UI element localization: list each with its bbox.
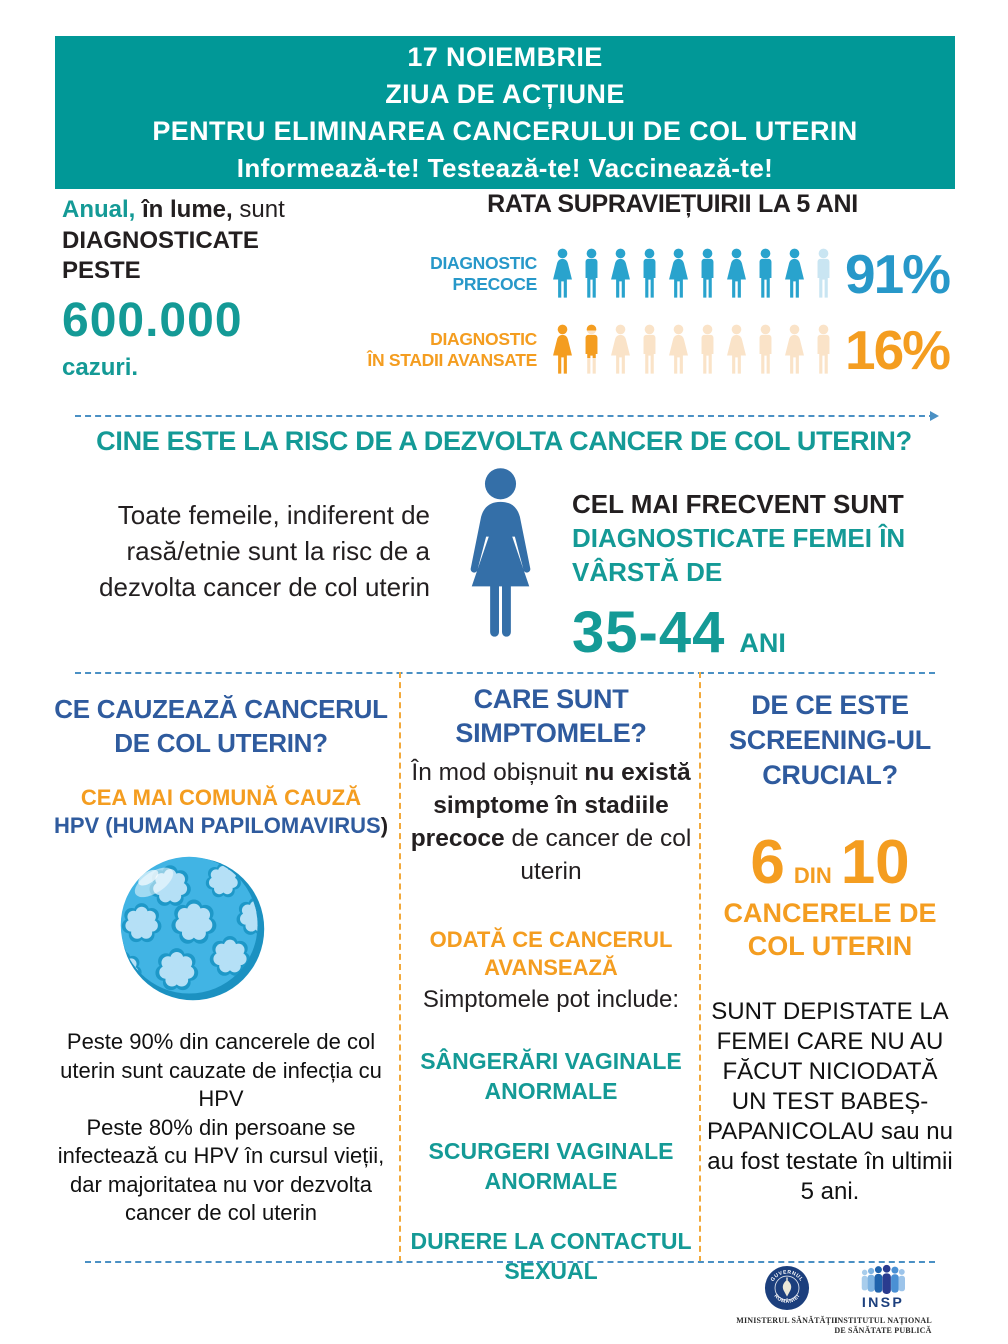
banner-title: PENTRU ELIMINAREA CANCERULUI DE COL UTERIN: [152, 116, 858, 146]
person-icon: [723, 322, 750, 378]
symptom-item-pain: DURERE LA CONTACTUL SEXUAL: [410, 1228, 692, 1284]
banner-slogan: Informează-te! Testează-te! Vaccinează-te!: [236, 153, 774, 183]
survival-row-advanced: [352, 312, 958, 388]
person-icon: [694, 246, 721, 302]
annual-intro: Anual, în lume, sunt: [62, 196, 285, 223]
insp-institute-label: INSTITUTUL NAȚIONAL DE SĂNĂTATE PUBLICĂ: [834, 1316, 932, 1335]
hpv-virus-icon: [116, 852, 268, 1004]
symptoms-include-label: Simptomele pot include:: [422, 986, 680, 1013]
symptoms-heading: CARE SUNT SIMPTOMELE?: [455, 684, 647, 748]
person-icon: [723, 246, 750, 302]
survival-row-advanced-label: DIAGNOSTIC ÎN STADII AVANSATE: [367, 329, 537, 370]
insp-acronym-text: INSP: [861, 1295, 905, 1312]
header-banner: [55, 36, 955, 189]
stat-number-ten: 10: [840, 828, 910, 897]
frequent-black-text: CEL MAI FRECVENT SUNT: [572, 489, 904, 519]
hpv-fact-80: Peste 80% din persoane se infectează cu HPV în cursul vieții, dar majoritatea nu vor dezvolta cancer de col uterin: [57, 1114, 385, 1225]
six-in-ten-stat: [706, 828, 954, 897]
screening-paragraph: SUNT DEPISTATE LA FEMEI CARE NU AU FĂCUT NICIODATĂ UN TEST BABEȘ-PAPANICOLAU sau nu au fost testate în ultimii 5 ani.: [707, 998, 953, 1205]
person-icon: [752, 322, 779, 378]
person-icon: [781, 322, 808, 378]
hpv-cause-name: HPV (HUMAN PAPILOMAVIRUS): [53, 813, 389, 838]
stat-label: CANCERELE DE COL UTERIN: [723, 898, 937, 961]
person-icon: [607, 246, 634, 302]
survival-row-advanced-value: 16%: [845, 318, 950, 381]
symptom-item-bleeding: SÂNGERĂRI VAGINALE ANORMALE: [420, 1048, 682, 1104]
person-icon: [694, 322, 721, 378]
person-icon: [665, 322, 692, 378]
banner-action-day: ZIUA DE ACȚIUNE: [385, 79, 625, 109]
person-icon: [578, 322, 605, 378]
common-cause-label: CEA MAI COMUNĂ CAUZĂ: [80, 785, 362, 810]
age-range-line: [572, 599, 952, 666]
banner-date: 17 NOIEMBRIE: [407, 42, 603, 72]
survival-row-early: [352, 236, 958, 312]
person-icon: [636, 322, 663, 378]
stat-din-label: DIN: [793, 863, 832, 888]
person-icon: [607, 322, 634, 378]
section-divider: [75, 415, 935, 417]
screening-column: [706, 688, 954, 1207]
person-icon: [549, 322, 576, 378]
annual-cases-stat: [62, 194, 362, 382]
annual-over-label: PESTE: [62, 257, 141, 284]
person-icon: [810, 246, 837, 302]
column-divider-left: [399, 672, 401, 1262]
ministry-of-health-label: MINISTERUL SĂNĂTĂȚII: [736, 1316, 838, 1325]
causes-heading: CE CAUZEAZĂ CANCERUL DE COL UTERIN?: [54, 694, 388, 758]
person-icon-row: [549, 246, 837, 302]
screening-heading: DE CE ESTE SCREENING-UL CRUCIAL?: [729, 690, 931, 790]
symptoms-column: [406, 682, 696, 1286]
person-icon: [752, 246, 779, 302]
person-icon: [578, 246, 605, 302]
annual-cases-number: 600.000: [62, 294, 243, 347]
survival-pictograph: [352, 236, 958, 388]
column-divider-right: [699, 672, 701, 1262]
svg-text:GUVERNUL: GUVERNUL: [769, 1269, 805, 1283]
hpv-fact-90: Peste 90% din cancerele de col uterin sunt cauzate de infecția cu HPV: [60, 1029, 382, 1111]
person-icon-row: [549, 322, 837, 378]
person-icon: [549, 246, 576, 302]
hpv-facts-paragraph: [52, 1028, 390, 1228]
divider-arrow-icon: [930, 411, 939, 421]
gov-romania-seal-logo: [764, 1265, 810, 1311]
insp-logo: [850, 1262, 916, 1314]
age-range-value: 35-44: [572, 600, 726, 665]
risk-section-heading: CINE ESTE LA RISC DE A DEZVOLTA CANCER DE COL UTERIN?: [96, 426, 912, 456]
cancer-advances-label: ODATĂ CE CANCERUL AVANSEAZĂ: [429, 927, 673, 980]
frequent-age-block: [572, 487, 952, 666]
frequent-teal-text: DIAGNOSTICATE FEMEI ÎN VÂRSTĂ DE: [572, 523, 906, 587]
survival-title: RATA SUPRAVIEȚUIRII LA 5 ANI: [487, 190, 858, 218]
woman-icon: [447, 466, 554, 642]
person-icon: [810, 322, 837, 378]
insp-figures-icon: [862, 1265, 905, 1294]
symptom-item-discharge: SCURGERI VAGINALE ANORMALE: [428, 1138, 674, 1194]
survival-row-early-label: DIAGNOSTIC PRECOCE: [430, 253, 537, 294]
risk-body-text: Toate femeile, indiferent de rasă/etnie sunt la risc de a dezvolta cancer de col uterin: [99, 500, 430, 602]
columns-top-divider: [75, 672, 935, 674]
age-range-unit: ANI: [739, 628, 786, 658]
survival-row-early-value: 91%: [845, 242, 950, 305]
person-icon: [781, 246, 808, 302]
person-icon: [665, 246, 692, 302]
symptoms-intro: În mod obișnuit nu există simptome în stadiile precoce de cancer de col uterin: [410, 759, 692, 885]
causes-column: [52, 692, 390, 1228]
annual-cases-unit: cazuri.: [62, 354, 139, 381]
annual-diagnosed-label: DIAGNOSTICATE: [62, 227, 259, 254]
person-icon: [636, 246, 663, 302]
stat-number-six: 6: [750, 828, 785, 897]
svg-text:ROMÂNIEI: ROMÂNIEI: [772, 1293, 802, 1306]
